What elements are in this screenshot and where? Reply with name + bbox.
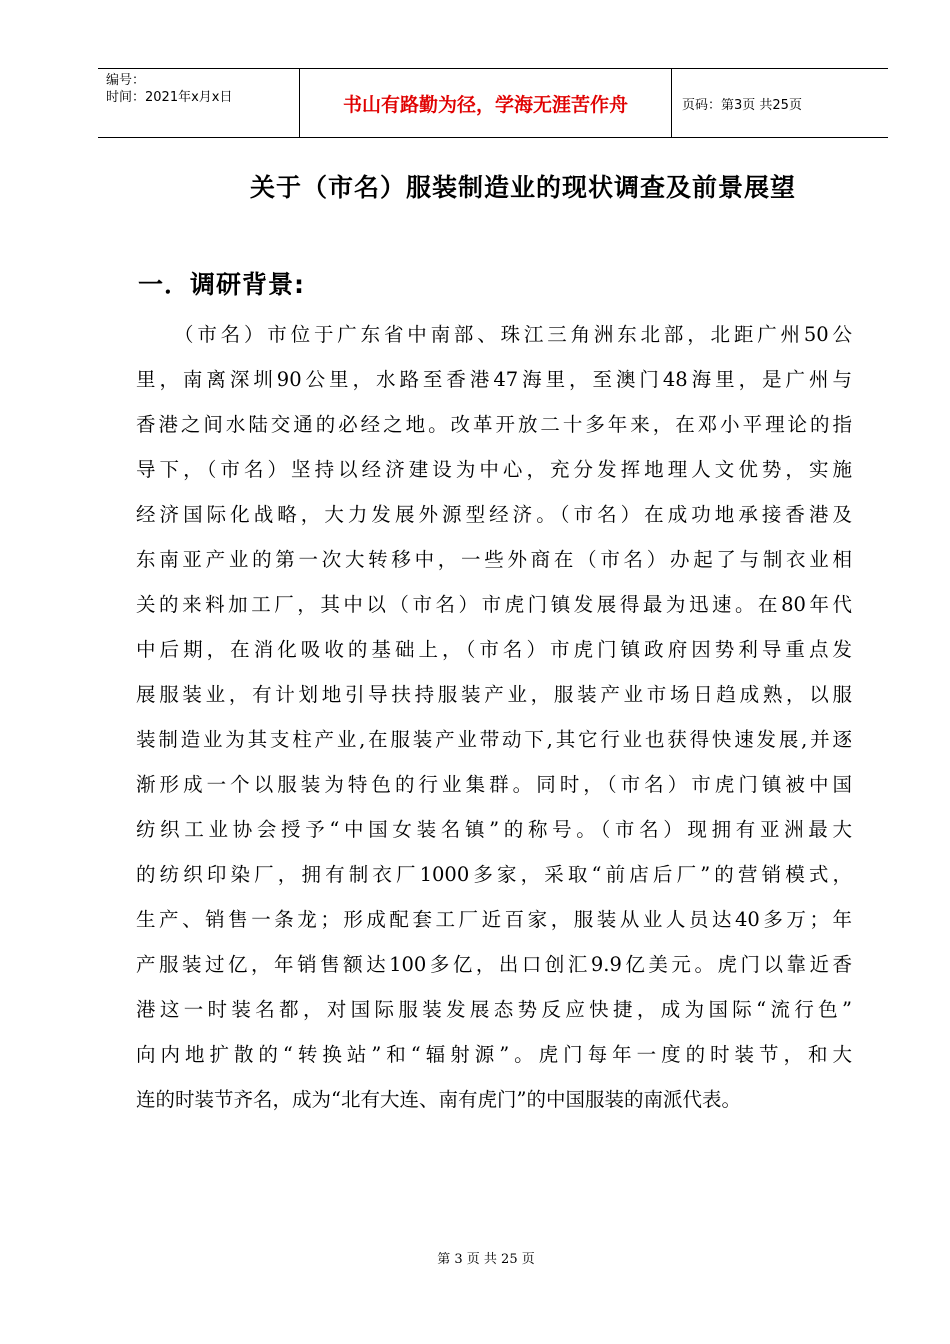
- body-line: 生产、销售一条龙；形成配套工厂近百家，服装从业人员达40多万；年: [136, 908, 852, 931]
- header-motto: 书山有路勤为径，学海无涯苦作舟: [300, 69, 672, 137]
- body-line: 的纺织印染厂，拥有制衣厂1000多家，采取“前店后厂”的营销模式，: [136, 863, 852, 886]
- body-line: 连的时装节齐名，成为“北有大连、南有虎门”的中国服装的南派代表。: [136, 1088, 741, 1111]
- body-line: 港这一时装名都，对国际服装发展态势反应快捷，成为国际“流行色”: [136, 998, 852, 1021]
- body-line: 东南亚产业的第一次大转移中，一些外商在（市名）办起了与制衣业相: [136, 548, 852, 571]
- body-line: （市名）市位于广东省中南部、珠江三角洲东北部，北距广州50公: [174, 323, 852, 346]
- body-line: 纺织工业协会授予“中国女装名镇”的称号。（市名）现拥有亚洲最大: [136, 818, 852, 841]
- body-line: 里，南离深圳90公里，水路至香港47海里，至澳门48海里，是广州与: [136, 368, 852, 391]
- section-heading: 一．调研背景:: [138, 270, 305, 299]
- body-line: 关的来料加工厂，其中以（市名）市虎门镇发展得最为迅速。在80年代: [136, 593, 852, 616]
- body-line: 向内地扩散的“转换站”和“辐射源”。虎门每年一度的时装节，和大: [136, 1043, 852, 1066]
- document-time-label: 时间：2021年x月x日: [106, 90, 233, 105]
- body-line: 导下，（市名）坚持以经济建设为中心，充分发挥地理人文优势，实施: [136, 458, 852, 481]
- body-line: 中后期，在消化吸收的基础上，（市名）市虎门镇政府因势利导重点发: [136, 638, 852, 661]
- body-line: 装制造业为其支柱产业,在服装产业带动下,其它行业也获得快速发展,并逐: [136, 728, 852, 751]
- header-meta: [98, 69, 300, 137]
- page-header: [98, 68, 888, 138]
- document-title: 关于（市名）服装制造业的现状调查及前景展望: [249, 173, 796, 202]
- body-line: 经济国际化战略，大力发展外源型经济。（市名）在成功地承接香港及: [136, 503, 852, 526]
- body-line: 渐形成一个以服装为特色的行业集群。同时，（市名）市虎门镇被中国: [136, 773, 852, 796]
- body-line: 产服装过亿，年销售额达100多亿，出口创汇9.9亿美元。虎门以靠近香: [136, 953, 852, 976]
- document-number-label: 编号：: [106, 73, 146, 88]
- body-paragraph: [136, 312, 852, 1122]
- header-page-info: 页码：第3页 共25页: [682, 97, 802, 113]
- body-line: 香港之间水陆交通的必经之地。改革开放二十多年来，在邓小平理论的指: [136, 413, 852, 436]
- body-line: 展服装业，有计划地引导扶持服装产业，服装产业市场日趋成熟，以服: [136, 683, 852, 706]
- page-footer: 第 3 页 共 25 页: [437, 1252, 535, 1267]
